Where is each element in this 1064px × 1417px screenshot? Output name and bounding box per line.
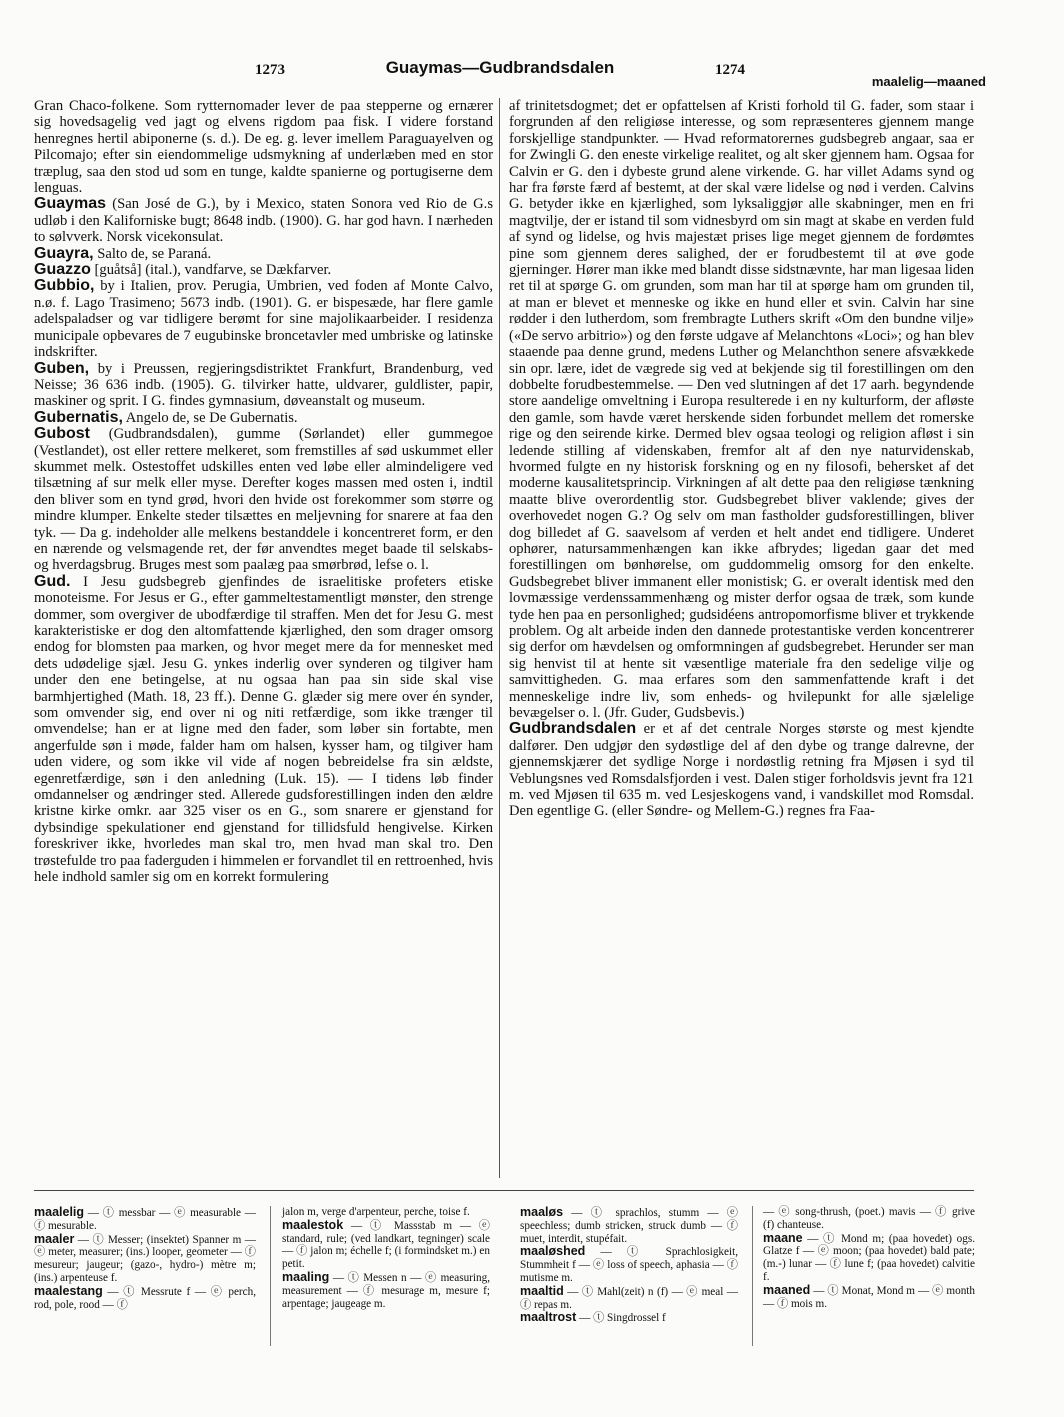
footer-column-3 — [520, 1206, 738, 1325]
entry-text: — ⓔ song-thrush, (poet.) mavis — ⓕ grive (f) chanteuse. — [763, 1206, 975, 1231]
right-page-number: 1274 — [715, 62, 745, 78]
entry-headword: Guazzo — [34, 261, 91, 279]
entry-headword: Guayra, — [34, 244, 94, 262]
entry-headword: Gud. — [34, 572, 71, 590]
entry — [34, 1233, 256, 1285]
footer-column-4 — [763, 1206, 975, 1310]
footer-divider — [270, 1206, 271, 1346]
entry — [34, 262, 493, 278]
entry-headword: maaløshed — [520, 1244, 586, 1259]
entry-text: Gran Chaco-folkene. Som rytternomader lever de paa stepperne og ernærer sig hovedsagelig ved jagt og elvens rigdom paa fisk. I videre forstand henregnes hertil abiponerne (s. d.). De eg. g. lever imellem Paraguayelven og Pilcomajo; efter sin eiendommelige udsmykning af underlæben med en stor træplug, saa den stod ud som en tunge, kaldte spanierne og portugiserne dem lenguas. — [34, 98, 493, 197]
entry-text: (San José de G.), by i Mexico, staten Sonora ved Rio de G.s udløb i den Kaliforniske bugt; 8648 indb. (1900). G. har god havn. I nærheden to sølvverk. Norsk vicekonsulat. — [34, 196, 493, 246]
entry-headword: maalestang — [34, 1283, 103, 1298]
entry — [34, 1285, 256, 1312]
entry-text: Angelo de, se De Gubernatis. — [122, 409, 298, 426]
entry — [34, 1206, 256, 1233]
footer-rule — [34, 1190, 974, 1191]
left-column — [34, 98, 493, 886]
footer-divider — [752, 1206, 753, 1346]
footer-column-1 — [34, 1206, 256, 1311]
entry — [34, 410, 493, 426]
entry-headword: maaltrost — [520, 1310, 577, 1325]
entry — [34, 98, 493, 196]
entry — [520, 1206, 738, 1245]
entry-headword: Guaymas — [34, 195, 107, 213]
entry-headword: maaling — [282, 1269, 330, 1284]
entry-headword: maaløs — [520, 1205, 564, 1219]
entry — [763, 1232, 975, 1284]
guide-words: maalelig—maaned — [871, 74, 986, 89]
entry-text: (Gudbrandsdalen), gumme (Sørlandet) eller gummegoe (Vestlandet), ost eller rettere melkeret, som fremstilles af sød uskummet eller skummet melk. Ostestoffet udskilles enten ved løbe eller almindeligere ved tilsætning af sur melk eller myse. Derefter koges massen med osten i, indtil den bliver som en tynd grød, hvori den hvide ost forekommer som større og mindre klumper. Enkelte steder tilsættes en meljevning for snarere at faa den tyk. — Da g. indeholder alle melkens bestanddele i koncentreret form, er den en nærende og velsmagende ret, der før anvendtes meget baade til selskabs- og hverdagsbrug. Bruges mest som paalæg paa smørbrød, lefse o. l. — [34, 426, 493, 574]
entry — [520, 1245, 738, 1284]
entry-text: af trinitetsdogmet; det er opfattelsen af Kristi forhold til G. fader, som staar i forgrunden af den religiøse interesse, og som repræsenteres gjennem mange forskjellige standpunkter. — Hvad reformatorernes gudsbegreb angaar, saa er for Zwingli G. den eneste virkelige realitet, og alt sker gjennem ham. Ogsaa for Calvin er G. den i dybeste grund alene virkende. G. har villet Adams synd og har fra første færd af bestemt, at der skal være lidelse og nød i verden. Calvins G. betyder ikke en kjærlighed, som lyksaliggjør alle skabninger, men en fri magtvilje, der er istand til som vidnesbyrd om sin magt at skabe en verden fuld af synd og lidelse, og hvis majestæt prises lige meget gjennem de fordømtes pine som gjennem deres salighed, der er forudbestemt til at øve gode gjerninger. Hører man ikke med blandt disse sidstnævnte, har man ligesaa liden ret til at spørge G. om grunden, som man har til at spørge ham om grunden til, at man er blevet et menneske og ikke en hund eller et svin. Calvin har sine rødder i den lutherdom, som frembragte Luthers skrift «Om den bundne vilje» («De servo arbitrio») og den første udgave af Melanchtons «Loci»; og han blev staaende paa denne grund, medens Luther og Melanchthon senere afsvækkede sin opr. lære, idet de vægrede sig ved at bekjende sig til forestillingen om den dobbelte forudbestemmelse. — Den ved slutningen af det 17 aarh. begyndende store aandelige omveltning i Europa resulterede i en ny kulturform, der afløste den gamle, som havde været herskende siden forbundet mellem det romerske rige og den seirende kirke. Dermed blev ogsaa teologi og religion afløst i sin ledende stilling af videnskaben, fremfor alt af den nye naturvidenskab, hvormed fulgte en ny historisk forskning og en ny filosofi, behersket af det moderne kausalitetsprincip. Virkningen af alt dette paa den religiøse tænkning maatte blive overordentlig stor. Gudsbegrebet bliver vaklende; gives der overhovedet nogen G.? Og selv om man fastholder gudsforestillingen, bliver dog billedet af G. saavelsom af verden et helt andet end tidligere. Underet ophører, natursammenhængen kan ikke afbrydes; ligedan gaar det med forestillingen om bønhørelse, om guddommelig omsorg for den enkelte. Gudsbegrebet bliver immanent eller monistisk; G. er overalt identisk med den lovmæssige verdenssammenhæng og mister derfor ogsaa de træk, som kunde tyde hen paa en personlighed; gudsidéens antropomorfisme bliver et trykkende problem. Og alt arbeide inden den dannede protestantiske verden koncentrerer sig derfor om hævdelsen og omformningen af gudsbegrebet. Herunder ser man sig henvist til at hente sit væsentlige materiale fra den sedelige vilje og samvittigheden. G. maa erfares som den sammenfattende kraft i det menneskelige indre liv, som enheds- og hvilepunkt for alle sjælelige bevægelser o. l. (Jfr. Guder, Gudsbevis.) — [509, 98, 974, 722]
footer-column-2 — [282, 1206, 490, 1310]
entry-text: — ⓣ Massstab m — ⓔ standard, rule; (ved landkart, tegninger) scale — ⓕ jalon m; échelle f; (i formindsket m.) en petit. — [282, 1219, 490, 1271]
entry-text: — ⓣ Mond m; (paa hovedet) ogs. Glatze f — ⓔ moon; (paa hovedet) bald pate; (m.-) lunar — ⓕ lune f; (paa hovedet) calvitie f. — [763, 1232, 975, 1283]
entry — [282, 1271, 490, 1310]
entry-text: jalon m, verge d'arpenteur, perche, toise f. — [282, 1206, 470, 1218]
entry-text: — ⓣ Messrute f — ⓔ perch, rod, pole, rood — ⓕ — [34, 1285, 256, 1311]
entry-headword: Gudbrandsdalen — [509, 720, 637, 738]
entry — [282, 1219, 490, 1271]
entry-text: Salto de, se Paraná. — [93, 245, 212, 262]
entry-headword: maaned — [763, 1282, 811, 1297]
column-divider — [499, 98, 500, 1178]
entry-text: — ⓣ messbar — ⓔ measurable — ⓕ mesurable. — [34, 1207, 256, 1232]
entry-text: er et af det centrale Norges største og mest kjendte dalfører. Den udgjør den sydøstlige del af den dybe og trange dalrevne, der gjennemskjærer det sydlige Norge i nordøstlig retning fra Mjøsen i syd til Veblungsnes ved Romsdalsfjorden i vest. Dalen stiger forholdsvis jevnt fra 121 m. ved Mjøsen til 635 m. ved Lesjeskogens vand, i vandskillet mod Romsdal. Den egentlige G. (eller Søndre- og Mellem-G.) regnes fra Faa- — [509, 721, 974, 820]
entry — [34, 246, 493, 262]
entry-text: — ⓣ Monat, Mond m — ⓔ month — ⓕ mois m. — [763, 1284, 975, 1310]
entry-headword: maane — [763, 1230, 803, 1245]
entry-text: I Jesu gudsbegreb gjenfindes de israelitiske profeters etiske monoteisme. For Jesus er G., efter gammeltestamentligt mønster, den strenge dommer, som overgiver de ubodfærdige til straffen. Men det for Jesu G. mest karakteristiske er dog den altomfattende kjærlighed, den som drager omsorg endog for blomsten paa marken, og hvor meget mere da for mennesket med dets udødelige sjæl. Jesu G. ynkes inderlig over synderen og tilgiver ham under den ene betingelse, at nu ogsaa han paa sin side skal vise barmhjertighed (Math. 18, 23 ff.). Denne G. glæder sig mere over én synder, som omvender sig, end over ni og niti retfærdige, som ikke trænger til omvendelse; han er at ligne med den fader, som løber sin fortabte, men angerfulde søn i møde, falder ham om halsen, kysser ham, og tilgiver ham uden videre, og som ikke vil vide af nogen bebreidelse fra sin ældste, egenretfærdige, søn i den anledning (Luk. 15). — I tidens løb finder omdannelser og ændringer sted. Allerede gudsforestillingen inden den ældre kristne kirke omkr. aar 325 viser os en G., som snarere er gjenstand for dybsindige spekulationer end gjenstand for tillidsfuld hengivelse. Kirken foreskriver ikke, hvorledes man skal tro, men hvad man skal tro. Den trøstefulde tro paa faderguden i himmelen er forvandlet til en rettroenhed, hvis hele indhold samler sig om en korrekt formulering — [34, 573, 493, 886]
running-head: Guaymas—Gudbrandsdalen — [385, 58, 615, 77]
entry-text: — ⓣ Messer; (insektet) Spanner m — ⓔ meter, measurer; (ins.) looper, geometer — ⓕ mesureur; jaugeur; (gazo-, hydro-) mètre m; (ins.) arpenteuse f. — [34, 1233, 256, 1284]
entry — [34, 426, 493, 574]
entry-headword: Gubbio, — [34, 277, 95, 295]
entry — [34, 278, 493, 360]
entry-text: — ⓣ Singdrossel f — [576, 1312, 666, 1325]
entry — [763, 1284, 975, 1311]
entry-text: — ⓣ sprachlos, stumm — ⓔ speechless; dumb stricken, struck dumb — ⓕ muet, interdit, stupéfait. — [520, 1207, 738, 1245]
entry-headword: maalestok — [282, 1217, 344, 1232]
entry — [34, 361, 493, 410]
entry-text: by i Italien, prov. Perugia, Umbrien, ved foden af Monte Calvo, n.ø. f. Lago Trasimeno; 5673 indb. (1901). G. er bispesæde, har flere gamle adelspaladser og var tidligere berømt for sine majolikaarbeider. I residenza municipale opbevares de 7 eugubinske broncetavler med umbriske og latinske indskrifter. — [34, 278, 493, 361]
entry — [509, 98, 974, 721]
entry-headword: maaler — [34, 1231, 75, 1246]
entry — [509, 721, 974, 819]
entry-headword: maaltid — [520, 1283, 564, 1298]
entry-headword: Gubernatis, — [34, 408, 123, 426]
entry-text: — ⓣ Messen n — ⓔ measuring, measurement — ⓕ mesurage m, mesure f; arpentage; jaugeage m. — [282, 1271, 490, 1310]
entry-text: — ⓣ Sprachlosigkeit, Stummheit f — ⓔ loss of speech, aphasia — ⓕ mutisme m. — [520, 1246, 738, 1284]
entry — [520, 1311, 738, 1325]
entry-text: [guåtså] (ital.), vandfarve, se Dækfarver. — [90, 262, 332, 279]
entry — [520, 1285, 738, 1312]
entry-headword: Gubost — [34, 425, 90, 443]
left-page-number: 1273 — [255, 62, 285, 78]
right-column — [509, 98, 974, 820]
entry-text: — ⓣ Mahl(zeit) n (f) — ⓔ meal — ⓕ repas m. — [520, 1285, 738, 1311]
entry-text: by i Preussen, regjeringsdistriktet Frankfurt, Brandenburg, ved Neisse; 36 636 indb. (1905). G. tilvirker hatte, uldvarer, guldlister, papir, maskiner og sprit. I G. findes gymnasium, døveanstalt og museum. — [34, 360, 493, 410]
entry — [34, 574, 493, 886]
entry-headword: Guben, — [34, 359, 90, 377]
entry-headword: maalelig — [34, 1205, 85, 1219]
entry — [763, 1206, 975, 1232]
entry — [34, 196, 493, 245]
